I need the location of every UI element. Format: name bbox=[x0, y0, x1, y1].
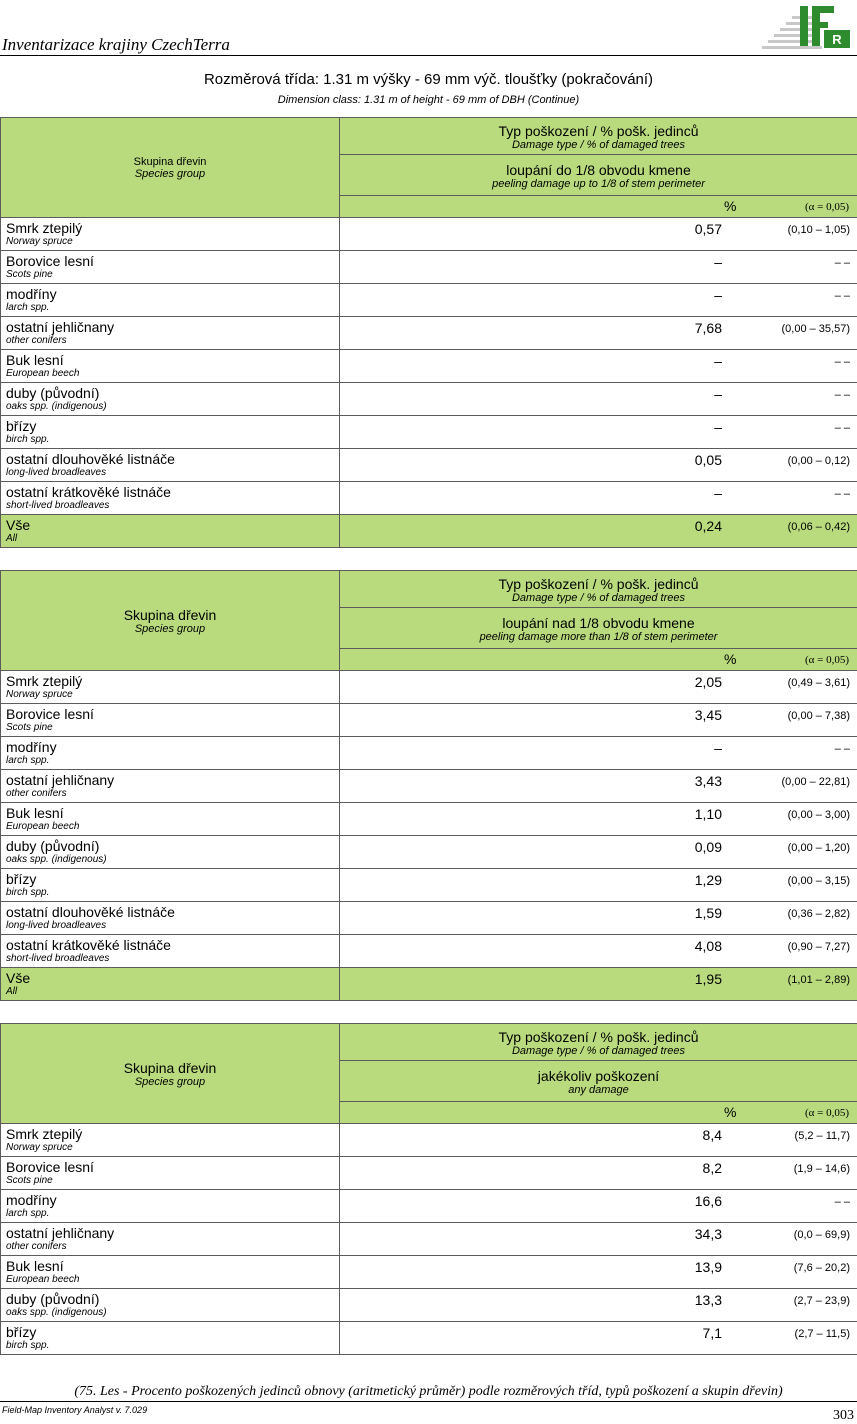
table-row: ostatní krátkověké listnáče short-lived broadleaves – – – bbox=[1, 482, 857, 515]
table-row: břízy birch spp. – – – bbox=[1, 416, 857, 449]
table-row: ostatní dlouhověké listnáče long-lived broadleaves 1,59 (0,36 – 2,82) bbox=[1, 902, 857, 935]
document-header-title: Inventarizace krajiny CzechTerra bbox=[2, 35, 230, 54]
table-row: duby (původní) oaks spp. (indigenous) 13,3 (2,7 – 23,9) bbox=[1, 1289, 857, 1322]
table-row: Borovice lesní Scots pine 8,2 (1,9 – 14,6) bbox=[1, 1157, 857, 1190]
table-row: ostatní krátkověké listnáče short-lived broadleaves 4,08 (0,90 – 7,27) bbox=[1, 935, 857, 968]
table-row: modříny larch spp. – – – bbox=[1, 737, 857, 770]
table-row: Smrk ztepilý Norway spruce 2,05 (0,49 – 3,61) bbox=[1, 671, 857, 704]
damage-table-3 bbox=[0, 1023, 857, 1355]
table-row: duby (původní) oaks spp. (indigenous) – – – bbox=[1, 383, 857, 416]
damage-category-header: jakékoliv poškození any damage bbox=[340, 1061, 857, 1102]
page-number: 303 bbox=[833, 1408, 854, 1423]
damage-type-header: Typ poškození / % pošk. jedinců Damage type / % of damaged trees bbox=[340, 118, 857, 155]
unit-header: % (α = 0,05) bbox=[340, 649, 857, 671]
damage-type-header: Typ poškození / % pošk. jedinců Damage type / % of damaged trees bbox=[340, 571, 857, 608]
table-row: Borovice lesní Scots pine 3,45 (0,00 – 7,38) bbox=[1, 704, 857, 737]
table-row: Borovice lesní Scots pine – – – bbox=[1, 251, 857, 284]
unit-header: % (α = 0,05) bbox=[340, 1102, 857, 1124]
table-row: Smrk ztepilý Norway spruce 8,4 (5,2 – 11,7) bbox=[1, 1124, 857, 1157]
table-row: ostatní jehličnany other conifers 34,3 (0,0 – 69,9) bbox=[1, 1223, 857, 1256]
unit-header: % (α = 0,05) bbox=[340, 196, 857, 218]
species-group-header: Skupina dřevin Species group bbox=[1, 1024, 340, 1124]
table-row: ostatní dlouhověké listnáče long-lived broadleaves 0,05 (0,00 – 0,12) bbox=[1, 449, 857, 482]
table-row: modříny larch spp. 16,6 – – bbox=[1, 1190, 857, 1223]
figure-caption: (75. Les - Procento poškozených jedinců obnovy (aritmetický průměr) podle rozměrových tříd, typů poškození a skupin dřevin) bbox=[74, 1384, 783, 1399]
damage-table-2 bbox=[0, 570, 857, 1001]
table-row: Buk lesní European beech 13,9 (7,6 – 20,2) bbox=[1, 1256, 857, 1289]
table-row: Buk lesní European beech 1,10 (0,00 – 3,00) bbox=[1, 803, 857, 836]
damage-category-header: loupání do 1/8 obvodu kmene peeling damage up to 1/8 of stem perimeter bbox=[340, 155, 857, 196]
table-row: duby (původní) oaks spp. (indigenous) 0,09 (0,00 – 1,20) bbox=[1, 836, 857, 869]
ifer-logo bbox=[760, 2, 854, 52]
total-row: Vše All 0,24 (0,06 – 0,42) bbox=[1, 515, 857, 548]
species-group-header: Skupina dřevin Species group bbox=[1, 118, 340, 218]
table-row: Buk lesní European beech – – – bbox=[1, 350, 857, 383]
table-row: Smrk ztepilý Norway spruce 0,57 (0,10 – 1,05) bbox=[1, 218, 857, 251]
software-version: Field-Map Inventory Analyst v. 7.029 bbox=[2, 1405, 148, 1415]
logo-letter-mark: R bbox=[832, 32, 842, 47]
table-row: modříny larch spp. – – – bbox=[1, 284, 857, 317]
table-row: ostatní jehličnany other conifers 7,68 (0,00 – 35,57) bbox=[1, 317, 857, 350]
table-row: břízy birch spp. 1,29 (0,00 – 3,15) bbox=[1, 869, 857, 902]
footer-rule bbox=[0, 1401, 857, 1402]
table-row: ostatní jehličnany other conifers 3,43 (0,00 – 22,81) bbox=[1, 770, 857, 803]
page-title: Rozměrová třída: 1.31 m výšky - 69 mm výč. tloušťky (pokračování) bbox=[203, 71, 654, 88]
page-subtitle: Dimension class: 1.31 m of height - 69 mm of DBH (Continue) bbox=[277, 94, 580, 106]
table-row: břízy birch spp. 7,1 (2,7 – 11,5) bbox=[1, 1322, 857, 1355]
species-group-header: Skupina dřevin Species group bbox=[1, 571, 340, 671]
damage-type-header: Typ poškození / % pošk. jedinců Damage type / % of damaged trees bbox=[340, 1024, 857, 1061]
damage-category-header: loupání nad 1/8 obvodu kmene peeling damage more than 1/8 of stem perimeter bbox=[340, 608, 857, 649]
header-rule bbox=[0, 55, 857, 56]
damage-table-1 bbox=[0, 117, 857, 548]
total-row: Vše All 1,95 (1,01 – 2,89) bbox=[1, 968, 857, 1001]
